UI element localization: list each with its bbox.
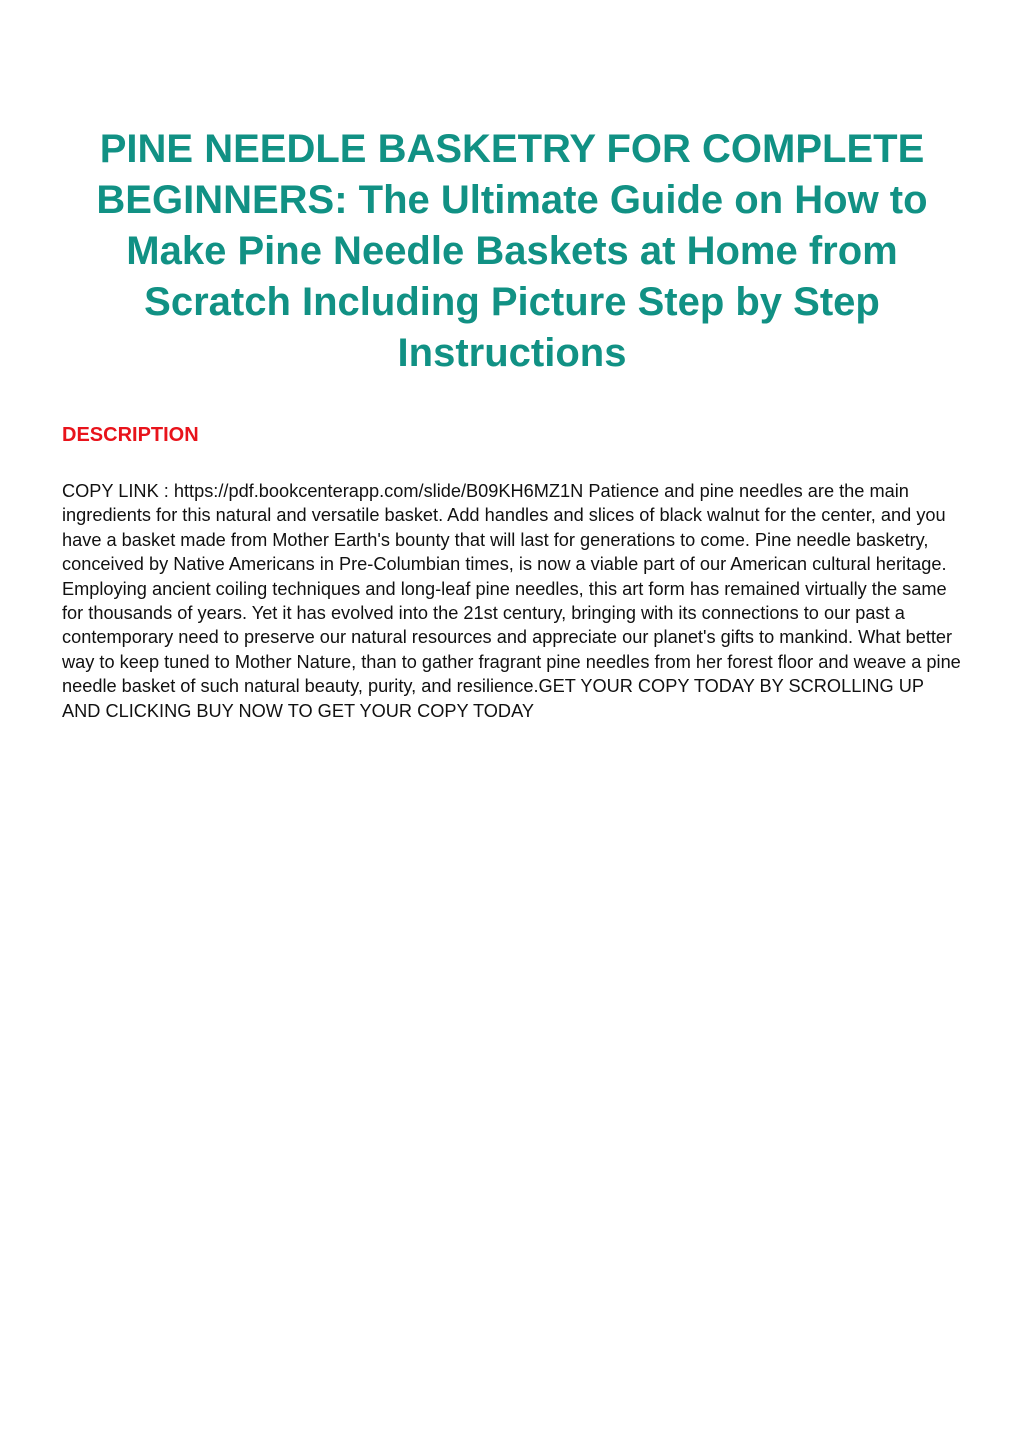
description-heading: DESCRIPTION [62,424,199,446]
description-text: COPY LINK : https://pdf.bookcenterapp.com/slide/B09KH6MZ1N Patience and pine needles are the main ingredients for this natural and versatile basket. Add handles and slices of black walnut for the center, and you have a basket made from Mother Earth's bounty that will last for generations to come. Pine needle basketry, conceived by Native Americans in Pre-Columbian times, is now a viable part of our American cultural heritage. Employing ancient coiling techniques and long-leaf pine needles, this art form has remained virtually the same for thousands of years. Yet it has evolved into the 21st century, bringing with its connections to our past a contemporary need to preserve our natural resources and appreciate our planet's gifts to mankind. What better way to keep tuned to Mother Nature, than to gather fragrant pine needles from her forest floor and weave a pine needle basket of such natural beauty, purity, and resilience.GET YOUR COPY TODAY BY SCROLLING UP AND CLICKING BUY NOW TO GET YOUR COPY TODAY [62,481,961,721]
document-title: PINE NEEDLE BASKETRY FOR COMPLETE BEGINNERS: The Ultimate Guide on How to Make Pine Needle Baskets at Home from Scratch Including Picture Step by Step Instructions [96,127,928,375]
